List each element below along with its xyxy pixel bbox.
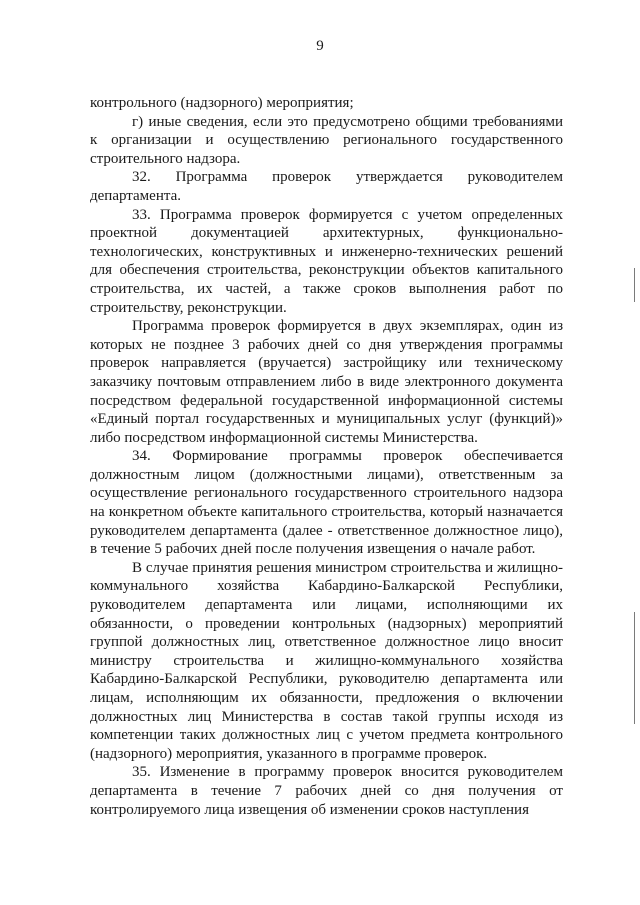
- page-number: 9: [316, 38, 324, 54]
- paragraph-35: 35. Изменение в программу проверок вносится руководителем департамента в течение 7 рабочих дней со дня получения от контролируемого лица извещения об изменении сроков наступления: [90, 764, 563, 818]
- paragraph-33-program-copies: Программа проверок формируется в двух экземплярах, один из которых не позднее 3 рабочих дней со дня утверждения программы проверок направляется (вручается) застройщику или техническому заказчику почтовым отправлением либо в виде электронного документа посредством федеральной государственной информационной системы «Единый портал государственных и муниципальных услуг (функций)» либо посредством информационной системы Министерства.: [90, 318, 563, 446]
- paragraph-34: 34. Формирование программы проверок обеспечивается должностным лицом (должностными лицами), ответственным за осуществление регионального государственного строительного надзора на конкретном объекте капитального строительства, который назначается руководителем департамента (далее - ответственное должностное лицо), в течение 5 рабочих дней после получения извещения о начале работ.: [90, 448, 563, 558]
- paragraph-item-g: г) иные сведения, если это предусмотрено общими требованиями к организации и осуществлению регионального государственного строительного надзора.: [90, 113, 563, 167]
- paragraph-continuation: контрольного (надзорного) мероприятия;: [90, 95, 354, 111]
- scan-edge-mark: [634, 268, 635, 302]
- scan-edge-mark: [634, 612, 635, 724]
- paragraph-33: 33. Программа проверок формируется с учетом определенных проектной документацией архитектурных, функционально-технологических, конструктивных и инженерно-технических решений для обеспечения строительства, реконструкции объектов капитального строительства, их частей, а также сроков выполнения работ по строительству, реконструкции.: [90, 206, 563, 316]
- document-body: [90, 94, 563, 819]
- paragraph-32: 32. Программа проверок утверждается руководителем департамента.: [90, 169, 563, 204]
- paragraph-34-inspection-group: В случае принятия решения министром строительства и жилищно-коммунального хозяйства Кабардино-Балкарской Республики, руководителем департамента или лицами, исполняющими их обязанности, о проведении контрольных (надзорных) мероприятий группой должностных лиц, ответственное должностное лицо вносит министру строительства и жилищно-коммунального хозяйства Кабардино-Балкарской Республики, руководителю департамента или лицам, исполняющим их обязанности, предложения о включении должностных лиц Министерства в состав такой группы исходя из компетенции таких должностных лиц с учетом предмета контрольного (надзорного) мероприятия, указанного в программе проверок.: [90, 559, 563, 762]
